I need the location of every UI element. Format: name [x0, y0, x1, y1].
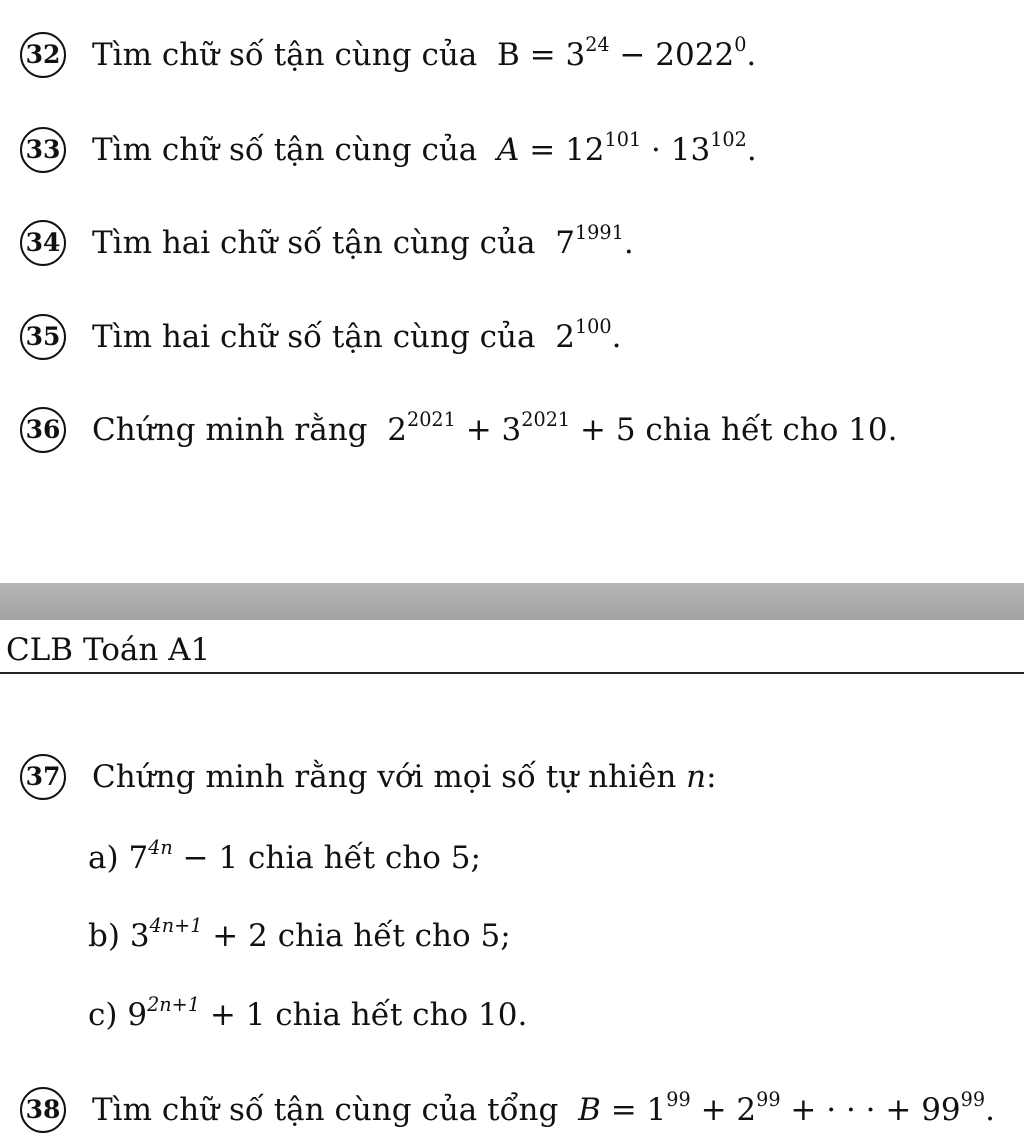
math-expression: $7^{4n} - 1$ chia hết cho 5; [128, 835, 481, 876]
subitem-label: a) [88, 840, 119, 876]
subitem-text [88, 992, 528, 1039]
problem-statement: Tìm chữ số tận cùng của [92, 132, 478, 168]
problem-number-badge: 36 [20, 407, 66, 453]
math-expression: $B = 1^{99} + 2^{99}$ + · · · + $99^{99}$. [578, 1087, 995, 1128]
math-expression: $9^{2n+1} + 1$ chia hết cho 10. [127, 992, 528, 1033]
problem-text [92, 220, 634, 267]
math-expression: $3^{4n+1} + 2$ chia hết cho 5; [129, 913, 511, 954]
problem-number-badge: 32 [20, 32, 66, 78]
problem-text [92, 757, 717, 797]
subitem-label: b) [88, 918, 120, 954]
punctuation: : [706, 759, 717, 795]
problem-text [92, 407, 898, 454]
page-header-title: CLB Toán A1 [6, 632, 211, 668]
subitem-label: c) [88, 997, 118, 1033]
problem-number-badge: 34 [20, 220, 66, 266]
problem-number-badge: 33 [20, 127, 66, 173]
subitem-text [88, 913, 511, 960]
problem-statement: Tìm chữ số tận cùng của tổng [92, 1092, 559, 1128]
math-expression: $2^{100}$. [555, 314, 622, 355]
problem-statement: Tìm hai chữ số tận cùng của [92, 225, 536, 261]
problem-statement: Tìm chữ số tận cùng của [92, 37, 478, 73]
header-rule [0, 672, 1024, 674]
problem-number-badge: 37 [20, 754, 66, 800]
problem-text [92, 314, 622, 361]
page-break-band [0, 583, 1024, 620]
problem-statement: Chứng minh rằng [92, 412, 368, 448]
problem-number-badge: 38 [20, 1087, 66, 1133]
math-expression: $B = 3^{24} - 2022^0$. [497, 32, 757, 73]
problem-text [92, 32, 757, 79]
problem-text [92, 127, 757, 174]
math-variable: n [686, 759, 707, 795]
math-expression: $A = 12^{101} \cdot 13^{102}$. [497, 127, 757, 168]
problem-number-badge: 35 [20, 314, 66, 360]
problem-statement: Tìm hai chữ số tận cùng của [92, 319, 536, 355]
math-expression: $2^{2021} + 3^{2021} + 5$ chia hết cho 10. [387, 407, 898, 448]
subitem-text [88, 835, 481, 882]
math-expression: $7^{1991}$. [555, 220, 634, 261]
problem-statement: Chứng minh rằng với mọi số tự nhiên [92, 759, 677, 795]
problem-text [92, 1087, 995, 1134]
